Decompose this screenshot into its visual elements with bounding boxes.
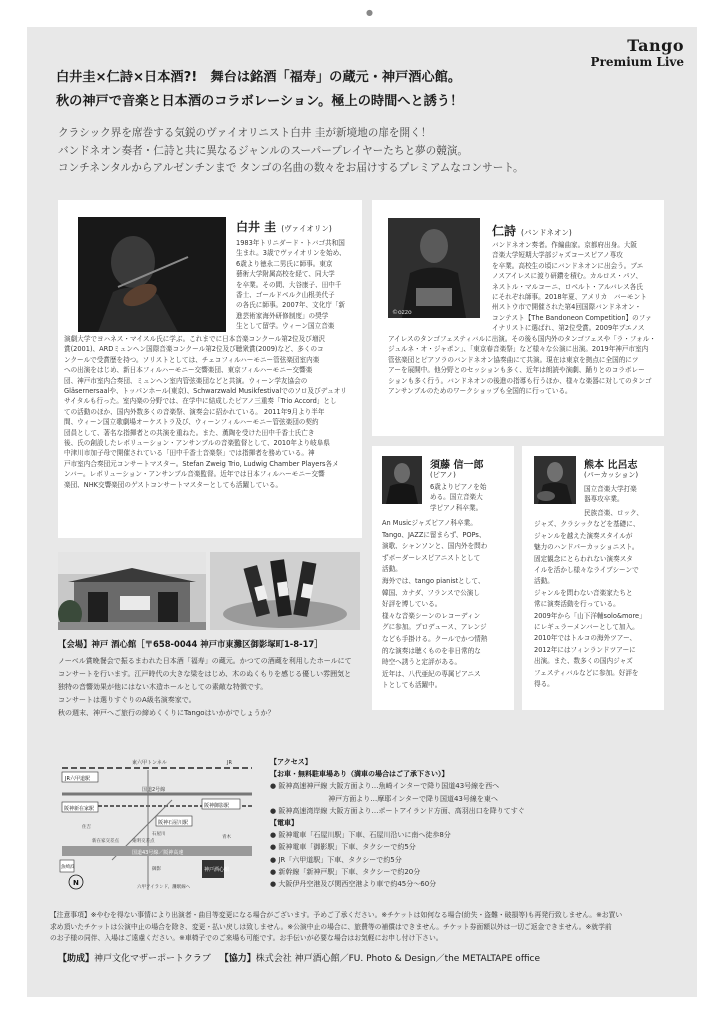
- access-heading: 【アクセス】: [270, 758, 312, 766]
- train-route: ● 阪神電車「石屋川駅」下車、石屋川沿いに南へ徒歩8分: [270, 831, 451, 840]
- intro-line: クラシック界を席巻する気鋭のヴァイオリニスト白井 圭が新境地の扉を開く！: [58, 127, 432, 139]
- bio-line: イナリストに選ばれ、第2位受賞。2009年ブエノス: [492, 324, 645, 333]
- bio-line: 海外では、tango pianistとして、: [382, 576, 485, 585]
- map-label: 国道2号線: [142, 787, 166, 793]
- profile-card-shirai: [58, 200, 362, 538]
- bio-line: なども手掛ける。クールでかつ情熱: [382, 634, 488, 643]
- bio-line: 韓国、カナダ、フランスで公演し: [382, 588, 480, 597]
- role-text: (ヴァイオリン): [281, 224, 332, 233]
- map-label: N: [73, 879, 79, 887]
- bio-line: コンテスト【The Bandoneon Competition】のファ: [492, 313, 652, 322]
- brand-logo: [591, 36, 684, 69]
- train-heading: 【電車】: [270, 819, 298, 828]
- violinist-photo-icon: [78, 217, 226, 332]
- bio-line: 賞(2001)、ARDミュンヘン国際音楽コンクール第2位及び聴衆賞(2009)など、多くのコ: [64, 345, 324, 354]
- venue-line: 独特の音響効果が他にはない木造ホールとしての素敵な特徴です。: [58, 683, 268, 691]
- map-label: 六甲アイランド、灘駅線へ: [137, 885, 191, 890]
- bio-line: ずボーダーレスピアニストとして: [382, 553, 481, 562]
- bio-line: グに参加。プロデュース、アレンジ: [382, 623, 487, 632]
- bio-line: を卒業。高校生の頃にバンドネオンに出会う。ブエ: [492, 261, 644, 270]
- intro-line: コンチネンタルからアルゼンチンまで タンゴの名曲の数々をお届けするプレミアムなコンサート。: [58, 162, 524, 174]
- bio-line: 後、氏の創設したレボリューション・アンサンブルの音楽監督として、2010年より岐阜県: [64, 439, 330, 448]
- bio-shirai: [64, 334, 358, 490]
- bio-line: 演歌、シャンソンと、国内外を問わ: [382, 542, 488, 551]
- headline-line: 秋の神戸で音楽と日本酒のコラボレーション。極上の時間へと誘う！: [56, 94, 464, 109]
- bio-line: 魅力のハンドパーカッショニスト。: [534, 543, 639, 552]
- bio-line: Tango、JAZZに留まらず、POPs、: [382, 530, 486, 539]
- bio-line: 生まれ。3歳でヴァイオリンを始め、: [236, 249, 346, 258]
- bio-line: ての活動のほか、国内外数多くの音楽祭、演奏会に招かれている。 2011年9月より半年: [64, 407, 325, 416]
- name-hitoshi: [492, 222, 572, 239]
- bio-line: 香士、ゴールドベルク山根美代子: [236, 291, 335, 300]
- map-label: 東明交差点: [132, 839, 155, 844]
- profile-card-sudo: [372, 446, 514, 710]
- profile-card-hitoshi: [372, 200, 664, 436]
- headline-line: 白井圭×仁詩×日本酒?! 舞台は銘酒「福寿」の蔵元・神戸酒心館。: [56, 70, 462, 85]
- bio-line: ネストル・マルコーニ、ロベルト・アルバレス各氏: [492, 282, 643, 291]
- bio-line: を卒業。その間、大谷康子、田中千: [236, 280, 342, 289]
- bio-line: への出演をはじめ、新日本フィルハーモニー交響楽団、東京フィルハーモニー交響楽: [64, 366, 313, 375]
- map-label: 阪神石屋川駅: [158, 820, 189, 826]
- bio-line: 6歳より徳永二男氏に師事。東京: [236, 259, 333, 268]
- bio-hitoshi-full: [388, 334, 660, 396]
- brand-line2: Premium Live: [590, 55, 684, 69]
- percussionist-photo-icon: [534, 456, 576, 504]
- bio-line: 中津川市加子母で開催されている「田中千香士音楽祭」では指揮者を務めている。神: [64, 449, 315, 458]
- venue-line: コンサートは選りすぐりのA級名演奏家で。: [58, 696, 196, 704]
- bio-line: An Musicジャズピアノ科卒業。: [382, 519, 477, 527]
- bio-line: 好評を博している。: [382, 600, 442, 609]
- note-line: のお子様の同伴、入場はご遠慮ください。※車椅子でのご来場も可能です。お手伝いが必要な場合はお気軽にお申し付け下さい。: [50, 934, 443, 942]
- car-route: ● 阪神高速神戸線 大阪方面より…魚崎インターで降り国道43号線を西へ: [270, 782, 500, 791]
- bio-line: にレギュラーメンバーとして加入。: [534, 623, 639, 632]
- role-text: (ピアノ): [430, 471, 456, 479]
- bio-sudo: [382, 518, 512, 692]
- bio-side-sudo: [430, 482, 512, 513]
- bio-line: 団、神戸市室内合奏団、ミュンヘン室内管弦楽団などと共演。ウィーン学友協会の: [64, 376, 308, 385]
- bio-line: 1983年トリニダード・トバゴ共和国: [236, 239, 345, 247]
- bio-line: 戸市室内合奏団元コンサートマスター。Stefan Zweig Trio, Ludwig Chamber Players各メ: [64, 459, 339, 468]
- bio-line: ンクールで受賞歴を持つ。ソリストとしては、チェコフィルハーモニー管弦楽団室内楽: [64, 355, 320, 364]
- map-label: JR: [227, 760, 232, 766]
- photo-kumamoto: [534, 456, 576, 504]
- headline: [56, 66, 636, 114]
- map-label: 阪神御影駅: [204, 803, 230, 809]
- bio-line: Gläsernersaalや、トッパンホール(東京)、Schwarzwald Musikfestivalでのソロ及びデュオリ: [64, 387, 347, 396]
- bio-line: ノスアイレスに渡り研鑽を積む。カルロス・パソ、: [492, 272, 643, 281]
- bio-line: 音楽大学短期大学部ジャズコースピアノ専攻: [492, 251, 623, 260]
- map-label: 御影: [152, 867, 161, 872]
- name-sudo: [430, 456, 483, 471]
- map-label: 石屋川: [152, 832, 166, 837]
- bio-line: ンバー。レボリューション・アンサンブル音楽監督。近年では日本フィルハーモニー交響: [64, 470, 325, 479]
- note-line: 【注意事項】※やむを得ない事情により出演者・曲目等変更になる場合がございます。予めご了承ください。※チケットは如何なる場合(紛失・盗難・破損等)も再発行致しません。※お買い: [50, 911, 623, 919]
- bio-hitoshi: [492, 240, 660, 334]
- sake-bottles-photo-icon: [210, 552, 360, 630]
- notes: [50, 910, 680, 945]
- profile-card-kumamoto: [522, 446, 664, 710]
- train-route: ● 大阪伊丹空港及び関西空港より車で約45分～60分: [270, 880, 437, 889]
- train-route: ● 新幹線「新神戸駅」下車、タクシーで約20分: [270, 867, 421, 876]
- venue-photo-sake: [210, 552, 360, 630]
- bio-line: 器専攻卒業。: [584, 495, 624, 504]
- bio-line: 常に演奏活動を行っている。: [534, 600, 620, 609]
- support-label: 【助成】: [58, 954, 95, 964]
- map-label: 魚崎浜: [61, 865, 75, 870]
- bio-line: 2010年ではトルコの海外ツアー、: [534, 634, 637, 643]
- train-route: ● JR「六甲道駅」下車、タクシーで約5分: [270, 855, 402, 864]
- role-sudo: [430, 470, 456, 480]
- bio-line: 藝術大学附属高校を経て、同大学: [236, 270, 335, 279]
- bio-line: 州ストウ市で開催された第4回国際バンドネオン・: [492, 303, 642, 312]
- map-drawing: [52, 750, 262, 898]
- bio-line: 進芸術家海外研修制度」の奨学: [236, 311, 329, 320]
- train-route: ● 阪神電車「御影駅」下車、タクシーで約5分: [270, 843, 416, 852]
- bio-line: 民族音楽、ロック、: [584, 509, 643, 517]
- bio-line: 国立音楽大学打楽: [584, 485, 637, 493]
- bio-line: 学ピアノ科卒業。: [430, 503, 483, 512]
- bio-line: バンドネオン奏者。作編曲家。京都府出身。大阪: [492, 241, 637, 249]
- photo-shirai: [78, 217, 226, 332]
- bio-line: ジャズ、クラシックなどを基礎に、: [534, 520, 640, 529]
- bio-line: 固定観念にとらわれない演奏スタ: [534, 554, 633, 563]
- bio-line: 活動。: [382, 565, 402, 574]
- sake-brewery-photo-icon: [58, 552, 206, 630]
- pianist-photo-icon: [382, 456, 422, 504]
- bio-line: ションも多く行う。バンドネオンの後進の指導も行うほか、様々な楽器に対してのタンゴ: [388, 376, 652, 385]
- bio-line: ジャンルを越えた演奏スタイルが: [534, 531, 633, 540]
- venue-line: ノーベル賞晩餐会で振るまわれた日本酒「福寿」の蔵元。かつての酒蔵を利用したホールにて: [58, 657, 352, 665]
- role-text: (パーカッション): [584, 471, 639, 479]
- role-kumamoto: [584, 470, 638, 480]
- map-label: JR六甲道駅: [65, 776, 90, 782]
- bio-line: 演劇大学でヨハネス・マイスル氏に学ぶ。これまでに日本音楽コンクール第2位及び増沢: [64, 335, 326, 343]
- bio-line: トとしても活躍中。: [382, 681, 442, 690]
- access-info: [270, 756, 670, 890]
- bio-line: 間、ウィーン国立歌劇場オーケストラ及び、ウィーンフィルハーモニー管弦楽団の契約: [64, 418, 319, 427]
- intro-line: バンドネオン奏者・仁詩と共に異なるジャンルのスーパープレイヤーたちと夢の競演。: [58, 144, 469, 157]
- coop-text: 株式会社 神戸酒心館／FU. Photo & Design／the METALTAPE office: [255, 954, 541, 964]
- bio-line: 団員として、著名な指揮者との共演を重ねた。また、薫陶を受けた田中千香士氏亡き: [64, 428, 315, 437]
- page-mark: ●: [366, 8, 373, 17]
- bio-line: アーを展開中。他分野とのセッションも多く、近年は朗読や演劇、踊りとのコラボレー: [388, 366, 645, 375]
- bio-line: 6歳よりピアノを始: [430, 483, 487, 491]
- access-map: [52, 750, 262, 898]
- map-label: 阪神新在家駅: [64, 806, 95, 812]
- bio-line: 生として留学。ウィーン国立音楽: [236, 322, 335, 331]
- bio-line: 的な演奏は聴くものを非日常的な: [382, 646, 481, 655]
- venue-description: [58, 655, 358, 720]
- bio-line: 近年は、八代亜紀の専属ピアニス: [382, 669, 481, 678]
- bio-line: 2009年から「山下洋輔solo&more」: [534, 611, 646, 620]
- bio-line: 時空へ誘うと定評がある。: [382, 658, 462, 667]
- bio-line: アイレスのタンゴフェスティバルに出演。その後も国内外のタンゴフェスや「ラ・フォル・: [388, 335, 656, 343]
- bio-line: 活動。: [534, 577, 554, 586]
- name-kumamoto: [584, 456, 637, 471]
- bio-line: アンサンブルのためのワークショップも全国的に行っている。: [388, 387, 572, 396]
- venue-photo-building: [58, 552, 206, 630]
- name-shirai: [236, 218, 332, 235]
- bio-line: 2012年にはフィンランドツアーに: [534, 645, 636, 654]
- car-route: 神戸方面より…摩耶インターで降り国道43号線を東へ: [270, 794, 498, 803]
- brand-line1: Tango: [627, 36, 684, 55]
- map-label: 青木: [222, 835, 231, 840]
- venue-line: コンサートを行います。江戸時代の大きな梁をはじめ、木のぬくもりを感じる優しい雰囲気と: [58, 670, 352, 678]
- coop-label: 【協力】: [219, 954, 256, 964]
- map-label: 住吉: [82, 825, 91, 830]
- bio-line: にそれぞれ師事。2018年夏、アメリカ バーモント: [492, 293, 647, 302]
- intro-text: [58, 125, 658, 178]
- venue-line: 秋の週末、神戸へご旅行の締めくくりにTangoはいかがでしょうか？: [58, 709, 275, 717]
- photo-hitoshi: [388, 218, 480, 318]
- bandoneon-player-photo-icon: [388, 218, 480, 318]
- bio-line: サイタルも行った。室内楽の分野では、在学中に結成したピアノ三重奏「Trio Accord」とし: [64, 397, 337, 406]
- bio-line: フェスティバルなどに参加。好評を: [534, 668, 639, 677]
- note-line: 求め頂いたチケットは公演中止の場合を除き、変更・払い戻しは致しません。※公演中止の場合に、旅費等の補償はできません。チケット券面額以外は一切ご返金できません。※就学前: [50, 922, 612, 931]
- map-label: 神戸酒心館: [204, 867, 230, 873]
- car-heading: 【お車・無料駐車場あり（満車の場合はご了承下さい）】: [270, 770, 449, 779]
- bio-line: める。国立音楽大: [430, 493, 483, 502]
- map-label: 東六甲トンネル: [132, 760, 167, 766]
- photo-sudo: [382, 456, 422, 504]
- bio-line: の各氏に師事。2007年、文化庁「新: [236, 301, 346, 310]
- name-text: 須藤 信一郎: [430, 460, 484, 471]
- car-route: ● 阪神高速湾岸線 大阪方面より…ポートアイランド方面、高羽出口を降りてすぐ: [270, 806, 525, 815]
- bio-line: 得る。: [534, 680, 554, 689]
- bio-line: 出演。また、数多くの国内ジャズ: [534, 657, 633, 666]
- bio-side-shirai: [236, 238, 358, 332]
- photo-credit: ©ozzo: [392, 309, 412, 316]
- bio-kumamoto: [534, 508, 662, 691]
- support-text: 神戸文化マザーポートクラブ: [94, 954, 211, 964]
- bio-line: 様々な音楽シーンのレコーディン: [382, 611, 481, 620]
- bio-line: 管弦楽団とピアソラのバンドネオン協奏曲にて共演。現在は東京を拠点に全国的にツ: [388, 355, 639, 364]
- venue-title: 【会場】神戸 酒心館［〒658-0044 神戸市東灘区御影塚町1-8-17］: [58, 639, 323, 649]
- map-label: 新在家交差点: [92, 839, 119, 844]
- bio-side-kumamoto: [584, 484, 662, 505]
- name-text: 仁詩: [492, 224, 517, 238]
- bio-line: ジャンルを問わない音楽家たちと: [534, 588, 633, 597]
- map-label: 国道43号線／阪神高速: [132, 850, 184, 856]
- bio-line: 楽団、NHK交響楽団のゲストコンサートマスターとしても活躍している。: [64, 480, 283, 489]
- bio-line: イルを活かし様々なライブシーンで: [534, 566, 639, 575]
- name-text: 熊本 比呂志: [584, 460, 638, 471]
- role-text: (バンドネオン): [521, 228, 572, 237]
- sponsors: [58, 951, 540, 964]
- name-text: 白井 圭: [236, 220, 277, 234]
- bio-line: ジュルネ・オ・ジャポン」、「東京春音楽祭」など様々な公演に出演。2019年神戸市室内: [388, 345, 649, 354]
